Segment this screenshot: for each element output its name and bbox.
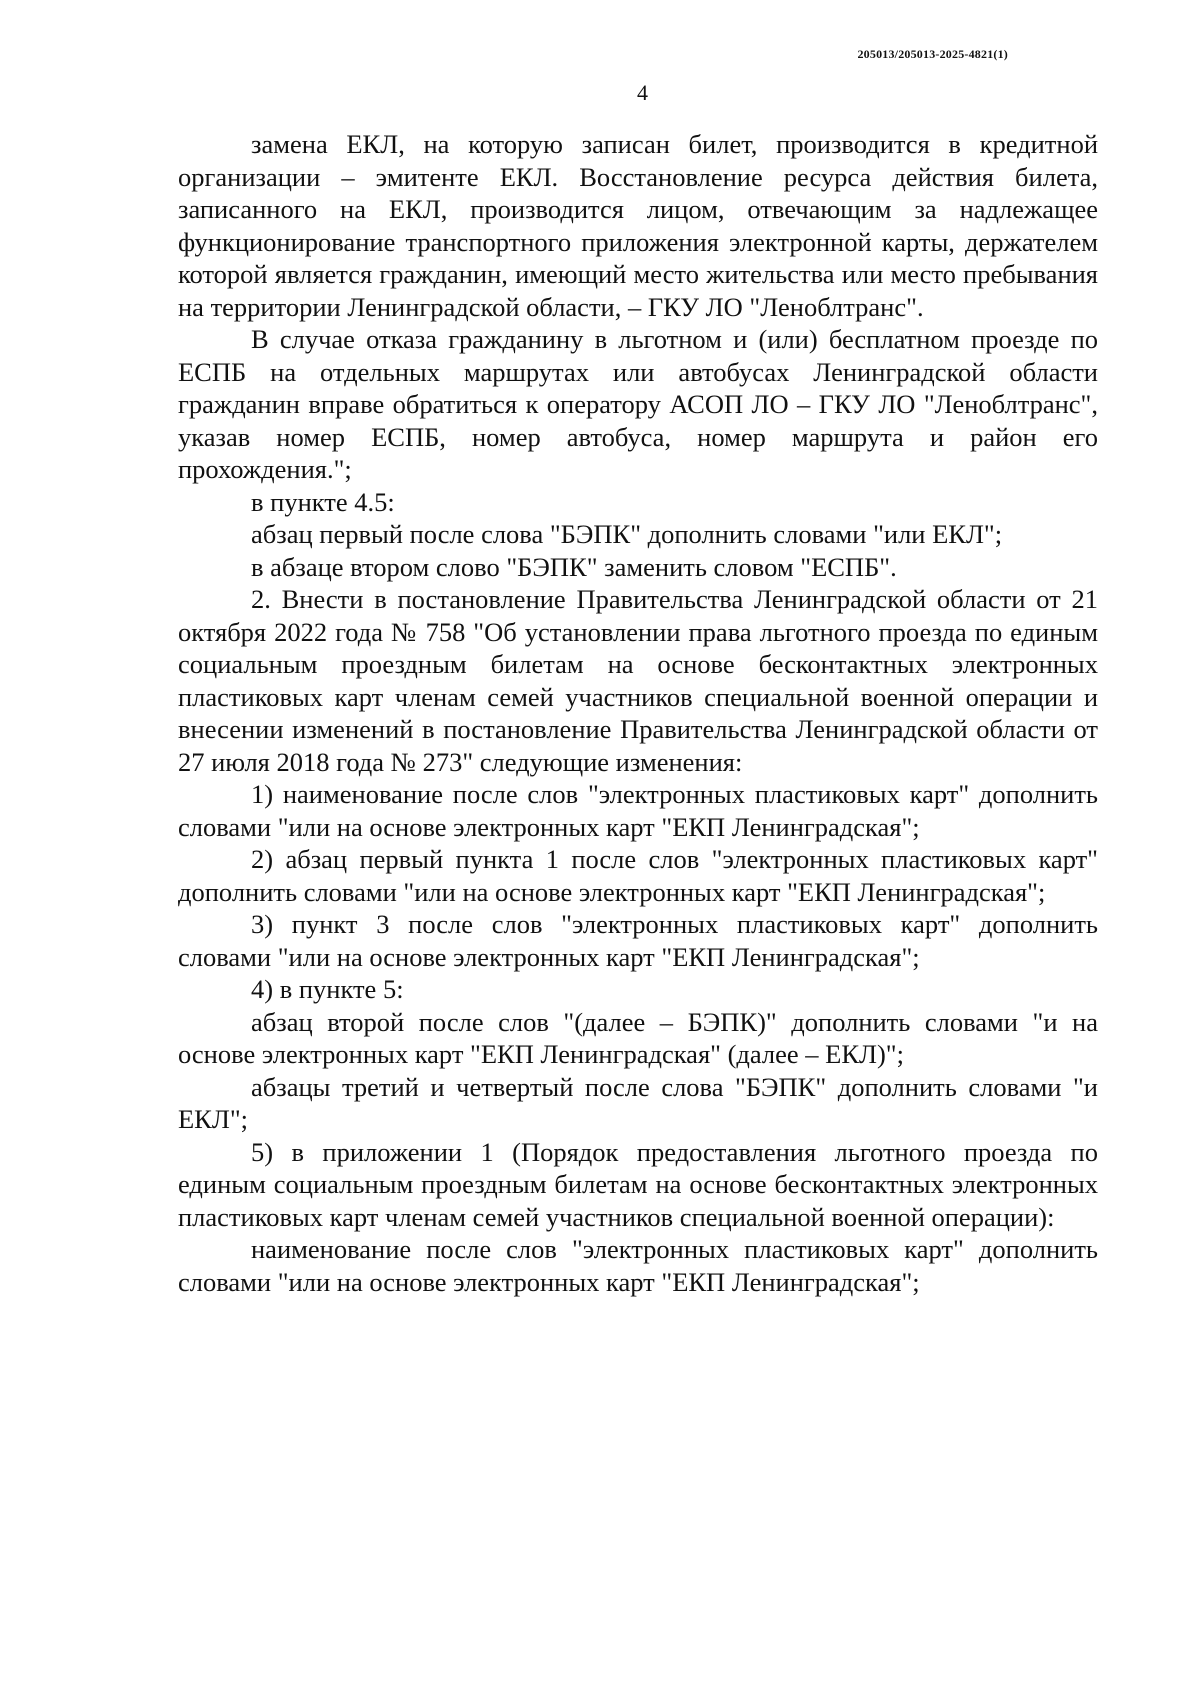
paragraph: абзацы третий и четвертый после слова "БЭПК" дополнить словами "и ЕКЛ"; — [178, 1071, 1098, 1134]
paragraph: замена ЕКЛ, на которую записан билет, производится в кредитной организации – эмитенте ЕКЛ. Восстановление ресурса действия билета, записанного на ЕКЛ, производится лицом, отвечающим за надлежащее функционирование транспортного приложения электронной карты, держателем которой является гражданин, имеющий место жительства или место пребывания на территории Ленинградской области, – ГКУ ЛО "Леноблтранс". — [178, 129, 1098, 322]
paragraph: в пункте 4.5: — [251, 486, 395, 517]
document-body — [178, 128, 1098, 1298]
paragraph: 5) в приложении 1 (Порядок предоставления льготного проезда по единым социальным проездным билетам на основе бесконтактных электронных пластиковых карт членам семей участников специальной военной операции): — [178, 1136, 1098, 1232]
document-id: 205013/205013-2025-4821(1) — [857, 47, 1008, 61]
paragraph: 3) пункт 3 после слов "электронных пластиковых карт" дополнить словами "или на основе электронных карт "ЕКП Ленинградская"; — [178, 909, 1098, 972]
paragraph: наименование после слов "электронных пластиковых карт" дополнить словами "или на основе электронных карт "ЕКП Ленинградская"; — [178, 1234, 1098, 1297]
page-number: 4 — [637, 80, 648, 105]
paragraph: 4) в пункте 5: — [251, 974, 404, 1004]
paragraph: 2) абзац первый пункта 1 после слов "электронных пластиковых карт" дополнить словами "или на основе электронных карт "ЕКП Ленинградская"; — [178, 844, 1098, 907]
paragraph: В случае отказа гражданину в льготном и (или) бесплатном проезде по ЕСПБ на отдельных маршрутах или автобусах Ленинградской области гражданин вправе обратиться к оператору АСОП ЛО – ГКУ ЛО "Леноблтранс", указав номер ЕСПБ, номер автобуса, номер маршрута и район его прохождения."; — [178, 324, 1098, 484]
paragraph: 1) наименование после слов "электронных пластиковых карт" дополнить словами "или на основе электронных карт "ЕКП Ленинградская"; — [178, 779, 1098, 842]
paragraph: абзац второй после слов "(далее – БЭПК)" дополнить словами "и на основе электронных карт "ЕКП Ленинградская" (далее – ЕКЛ)"; — [178, 1006, 1098, 1069]
paragraph: в абзаце втором слово "БЭПК" заменить словом "ЕСПБ". — [251, 551, 897, 582]
paragraph: абзац первый после слова "БЭПК" дополнить словами "или ЕКЛ"; — [251, 519, 1003, 549]
paragraph: 2. Внести в постановление Правительства Ленинградской области от 21 октября 2022 года № 758 "Об установлении права льготного проезда по единым социальным проездным билетам на основе бесконтактных электронных пластиковых карт членам семей участников специальной военной операции и внесении изменений в постановление Правительства Ленинградской области от 27 июля 2018 года № 273" следующие изменения: — [178, 584, 1098, 777]
